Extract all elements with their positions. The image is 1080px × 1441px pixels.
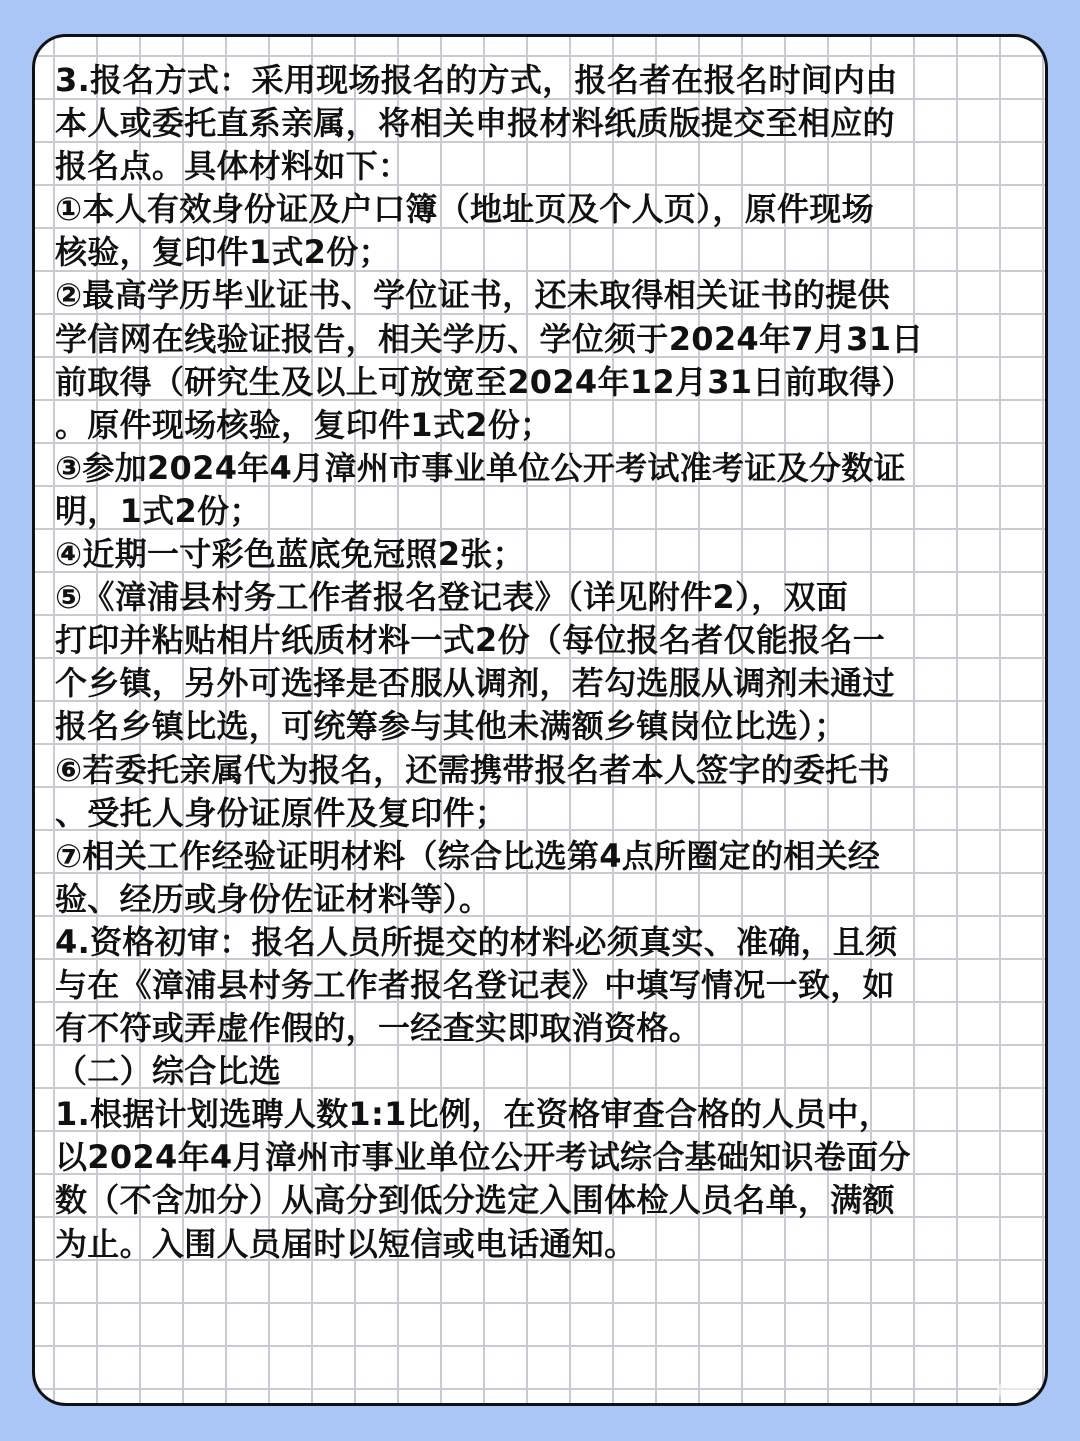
text-line: 报名乡镇比选，可统筹参与其他未满额乡镇岗位比选）；	[55, 707, 847, 746]
text-line: 3.报名方式：采用现场报名的方式，报名者在报名时间内由	[55, 61, 898, 99]
text-line: 与在《漳浦县村务工作者报名登记表》中填写情况一致，如	[55, 965, 895, 1004]
text-line: ⑦相关工作经验证明材料（综合比选第4点所圈定的相关经	[55, 836, 881, 875]
text-line: 验、经历或身份佐证材料等）。	[55, 879, 492, 918]
document-body	[55, 59, 1037, 1266]
text-line: 报名点。具体材料如下：	[55, 147, 411, 186]
text-line: 有不符或弄虚作假的，一经查实即取消资格。	[55, 1009, 702, 1048]
text-line: ②最高学历毕业证书、学位证书，还未取得相关证书的提供	[55, 276, 890, 315]
text-line: 本人或委托直系亲属，将相关申报材料纸质版提交至相应的	[55, 104, 895, 143]
text-line: 4.资格初审：报名人员所提交的材料必须真实、准确，且须	[55, 922, 898, 961]
text-line: 为止。入围人员届时以短信或电话通知。	[55, 1224, 637, 1263]
text-line: 。原件现场核验，复印件1式2份；	[55, 405, 553, 444]
text-line: 打印并粘贴相片纸质材料一式2份（每位报名者仅能报名一	[55, 621, 886, 660]
text-line: 1.根据计划选聘人数1:1比例，在资格审查合格的人员中，	[55, 1095, 892, 1134]
text-line: ⑤《漳浦县村务工作者报名登记表》（详见附件2），双面	[55, 578, 849, 617]
text-line: 数（不含加分）从高分到低分选定入围体检人员名单，满额	[55, 1181, 895, 1220]
text-line: （二）综合比选	[55, 1052, 282, 1091]
text-line: 学信网在线验证报告，相关学历、学位须于2024年7月31日	[55, 319, 924, 358]
document-card	[32, 34, 1048, 1406]
text-line: 明，1式2份；	[55, 491, 262, 530]
text-line: 个乡镇，另外可选择是否服从调剂，若勾选服从调剂未通过	[55, 664, 895, 703]
text-line: ③参加2024年4月漳州市事业单位公开考试准考证及分数证	[55, 448, 906, 487]
text-line: 前取得（研究生及以上可放宽至2024年12月31日前取得）	[55, 362, 914, 401]
text-line: ④近期一寸彩色蓝底免冠照2张；	[55, 535, 525, 574]
text-line: 以2024年4月漳州市事业单位公开考试综合基础知识卷面分	[55, 1138, 911, 1177]
text-line: 核验，复印件1式2份；	[55, 233, 391, 272]
text-line: ①本人有效身份证及户口簿（地址页及个人页），原件现场	[55, 190, 874, 229]
text-line: ⑥若委托亲属代为报名，还需携带报名者本人签字的委托书	[55, 750, 890, 789]
text-line: 、受托人身份证原件及复印件；	[55, 793, 508, 832]
watermark-badge	[997, 1383, 1037, 1397]
